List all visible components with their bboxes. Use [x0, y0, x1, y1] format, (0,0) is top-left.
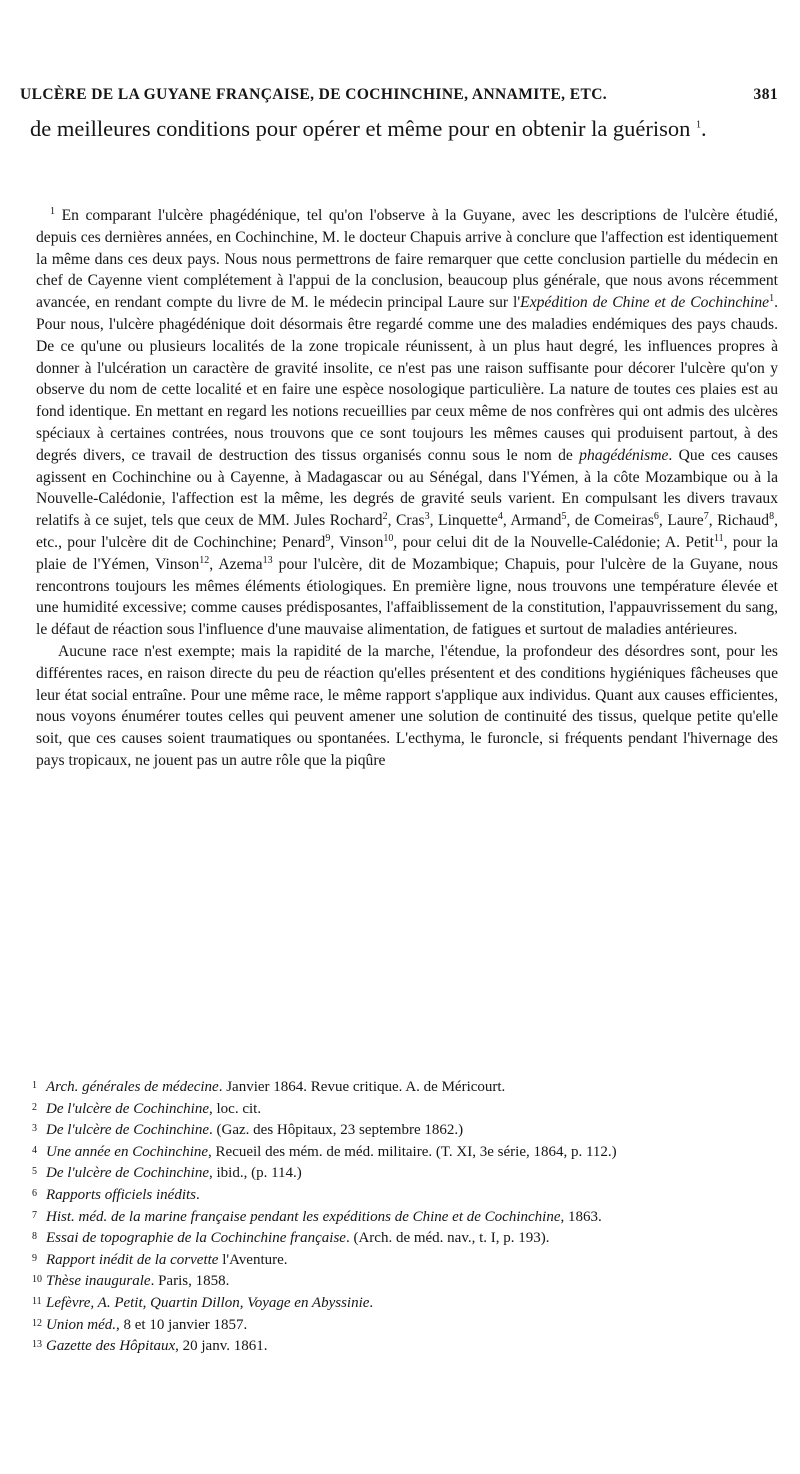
footnote-detail: . (Gaz. des Hôpitaux, 23 septembre 1862.) [209, 1122, 464, 1139]
footnote-item [32, 1249, 778, 1271]
footnote-title: Hist. méd. de la marine française pendant les expéditions de Chine et de Cochinchine [46, 1208, 561, 1225]
note-text: , Laure [658, 512, 704, 530]
footnote-detail: , 20 janv. 1861. [175, 1338, 268, 1355]
footnote-ref: 10 [383, 532, 394, 544]
note-text: . Pour nous, l'ulcère phagédénique doit désormais être regardé comme une des maladies endémiques des pays chauds. De ce qu'une ou plusieurs localités de la zone tropicale réunissent, à un plus haut degré, les influences propres à donner à l'ulcération un caractère de gravité insolite, ce n'est pas une raison suffisante pour décorer l'ulcère qu'on y observe du nom de cette localité et en faire une espèce nosologique particulière. La nature de toutes ces plaies est au fond identique. En mettant en regard les notions recueillies par ceux même de nos confrères qui ont admis des ulcères spéciaux à certaines contrées, nous trouvons que ce sont toujours les mêmes causes qui produisent partout, à des degrés divers, ce travail de destruction des tissus organisés connu sous le nom de [36, 294, 778, 464]
footnote-item [32, 1227, 778, 1249]
footnote-item [32, 1206, 778, 1228]
note-text: , Richaud [708, 512, 770, 530]
footnote-number: 4 [32, 1144, 37, 1156]
footnote-number: 12 [32, 1317, 42, 1329]
footnote-item [32, 1184, 778, 1206]
footnote-detail: . [369, 1294, 374, 1311]
term: phagédénisme [579, 446, 669, 464]
footnote-number: 5 [32, 1166, 37, 1178]
note-paragraph-1 [36, 205, 778, 641]
book-title: Expédition de Chine et de Cochinchine [520, 294, 770, 312]
note-text: , Linquette [429, 512, 498, 530]
note-text: , Vinson [330, 533, 384, 551]
footnote-item [32, 1076, 778, 1098]
footnote-ref: 7 [703, 510, 709, 522]
note-text: pour l'ulcère, dit de Mozambique; Chapuis, pour l'ulcère de la Guyane, nous rencontrons toujours les mêmes éléments étiologiques. En première ligne, nous trouvons une température élevée et une humidité excessive; comme causes prédisposantes, l'affaiblissement de la constitution, l'appauvrissement du sang, le défaut de réaction sous l'influence d'une mauvaise alimentation, de fatigues et surtout de maladies antérieures. [36, 555, 778, 639]
footnote-number: 10 [32, 1274, 42, 1286]
footnote-number: 3 [32, 1123, 37, 1135]
footnote-ref: 8 [769, 510, 775, 522]
note-text: , Armand [502, 512, 562, 530]
footnote-title: De l'ulcère de Cochinchine [46, 1122, 210, 1139]
footnote-detail: , ibid., (p. 114.) [209, 1165, 302, 1182]
footnote-item [32, 1270, 778, 1292]
footnote-title: Rapport inédit de la corvette [46, 1251, 219, 1268]
footnote-detail: l'Aventure. [218, 1251, 288, 1268]
footnote-list [32, 1076, 778, 1357]
footnote-ref: 9 [325, 532, 331, 544]
footnote-ref: 1 [769, 293, 775, 304]
note-text: , pour la plaie de l'Yémen, Vinson [36, 533, 778, 573]
note-text: , Azema [209, 555, 263, 573]
footnote-detail: . Paris, 1858. [150, 1273, 230, 1290]
footnote-ref: 6 [653, 510, 659, 522]
note-paragraph-2: Aucune race n'est exempte; mais la rapidité de la marche, l'étendue, la profondeur des désordres sont, pour les différentes races, en raison directe du peu de réaction qu'elles présentent et des conditions hygiéniques fâcheuses que leur état social entraîne. Pour une même race, le même rapport s'applique aux individus. Quant aux causes efficientes, nous voyons énumérer toutes celles qui peuvent amener une solution de continuité des tissus, quelque petite qu'elle soit, que ces causes soient traumatiques ou spontanées. L'ecthyma, le furoncle, si fréquents pendant l'hivernage des pays tropicaux, ne jouent pas un autre rôle que la piqûre [36, 642, 778, 769]
footnote-number: 8 [32, 1231, 37, 1243]
footnote-1-body [36, 205, 778, 772]
footnote-detail: . (Arch. de méd. nav., t. I, p. 193). [345, 1230, 550, 1247]
footnote-detail: , Recueil des mém. de méd. militaire. (T. XI, 3e série, 1864, p. 112.) [208, 1143, 617, 1160]
footnote-ref: 12 [199, 554, 210, 566]
footnote-title: De l'ulcère de Cochinchine [46, 1100, 210, 1117]
footnote-title: Rapports officiels inédits [46, 1186, 196, 1203]
note-text: . Que ces causes agissent en Cochinchine ou à Cayenne, à Madagascar ou au Sénégal, dans l'Yémen, à la côte Mozambique ou à la Nouvelle-Calédonie, l'affection est la même, les degrés de gravité seuls varient. En compulsant les divers travaux relatifs à ce sujet, tels que ceux de MM. Jules Rochard [36, 446, 778, 530]
intro-body: de meilleures conditions pour opérer et même pour en obtenir la guérison [30, 116, 691, 141]
footnote-number: 9 [32, 1252, 37, 1264]
footnote-item [32, 1314, 778, 1336]
note-text: , de Comeiras [566, 512, 654, 530]
note-marker: 1 [50, 205, 55, 217]
footnote-item [32, 1162, 778, 1184]
footnote-detail: , 1863. [560, 1208, 602, 1225]
footnote-title: Union méd. [46, 1316, 116, 1333]
page-number: 381 [753, 86, 778, 103]
footnote-detail: . [196, 1186, 200, 1203]
footnote-number: 2 [32, 1101, 37, 1113]
footnote-item [32, 1141, 778, 1163]
footnote-title: De l'ulcère de Cochinchine [46, 1165, 210, 1182]
footnote-detail: , 8 et 10 janvier 1857. [116, 1316, 248, 1333]
footnote-detail: , loc. cit. [209, 1100, 262, 1117]
footnote-item [32, 1119, 778, 1141]
footnote-ref: 4 [497, 510, 503, 522]
footnote-number: 13 [32, 1339, 42, 1351]
footnote-title: Arch. générales de médecine [46, 1079, 219, 1095]
footnote-number: 7 [32, 1209, 37, 1221]
footnote-item [32, 1098, 778, 1120]
footnote-ref: 5 [561, 510, 567, 522]
running-title: ULCÈRE DE LA GUYANE FRANÇAISE, DE COCHINCHINE, ANNAMITE, ETC. [20, 86, 608, 103]
footnote-ref: 3 [424, 510, 430, 522]
note-text: , etc., pour l'ulcère dit de Cochinchine; Penard [36, 512, 778, 551]
footnote-detail: . Janvier 1864. Revue critique. A. de Méricourt. [218, 1079, 506, 1095]
footnote-ref: 13 [262, 554, 273, 566]
footnote-item [32, 1335, 778, 1357]
note-text: , Cras [387, 512, 425, 530]
note-text: En comparant l'ulcère phagédénique, tel qu'on l'observe à la Guyane, avec les descriptions de l'ulcère étudié, depuis ces dernières années, en Cochinchine, M. le docteur Chapuis arrive à conclure que l'affection est identiquement la même dans ces deux pays. Nous nous permettrons de faire remarquer que cette conclusion partielle du médecin en chef de Cayenne vient complétement à l'appui de la conclusion, beaucoup plus générale, que nous avons récemment avancée, en rendant compte du livre de M. le médecin principal Laure sur l' [36, 207, 778, 312]
footnote-title: Une année en Cochinchine [46, 1143, 209, 1160]
footnote-number: 6 [32, 1187, 37, 1199]
footnote-item [32, 1292, 778, 1314]
footnote-ref: 2 [382, 510, 388, 522]
intro-footnote-ref: 1 [696, 119, 702, 131]
footnote-ref: 11 [713, 532, 724, 544]
footnote-title: Essai de topographie de la Cochinchine française [46, 1230, 346, 1247]
intro-text: de meilleures conditions pour opérer et même pour en obtenir la guérison $^1$. [30, 116, 707, 141]
footnote-title: Thèse inaugurale [46, 1273, 151, 1290]
footnote-title: Lefèvre, A. Petit, Quartin Dillon, Voyage en Abyssinie [46, 1294, 370, 1311]
footnote-number: 11 [32, 1295, 42, 1307]
note-text: , pour celui dit de la Nouvelle-Calédonie; A. Petit [393, 533, 714, 551]
page-header [20, 86, 778, 104]
footnote-title: Gazette des Hôpitaux [46, 1338, 176, 1355]
footnote-number: 1 [32, 1080, 37, 1091]
